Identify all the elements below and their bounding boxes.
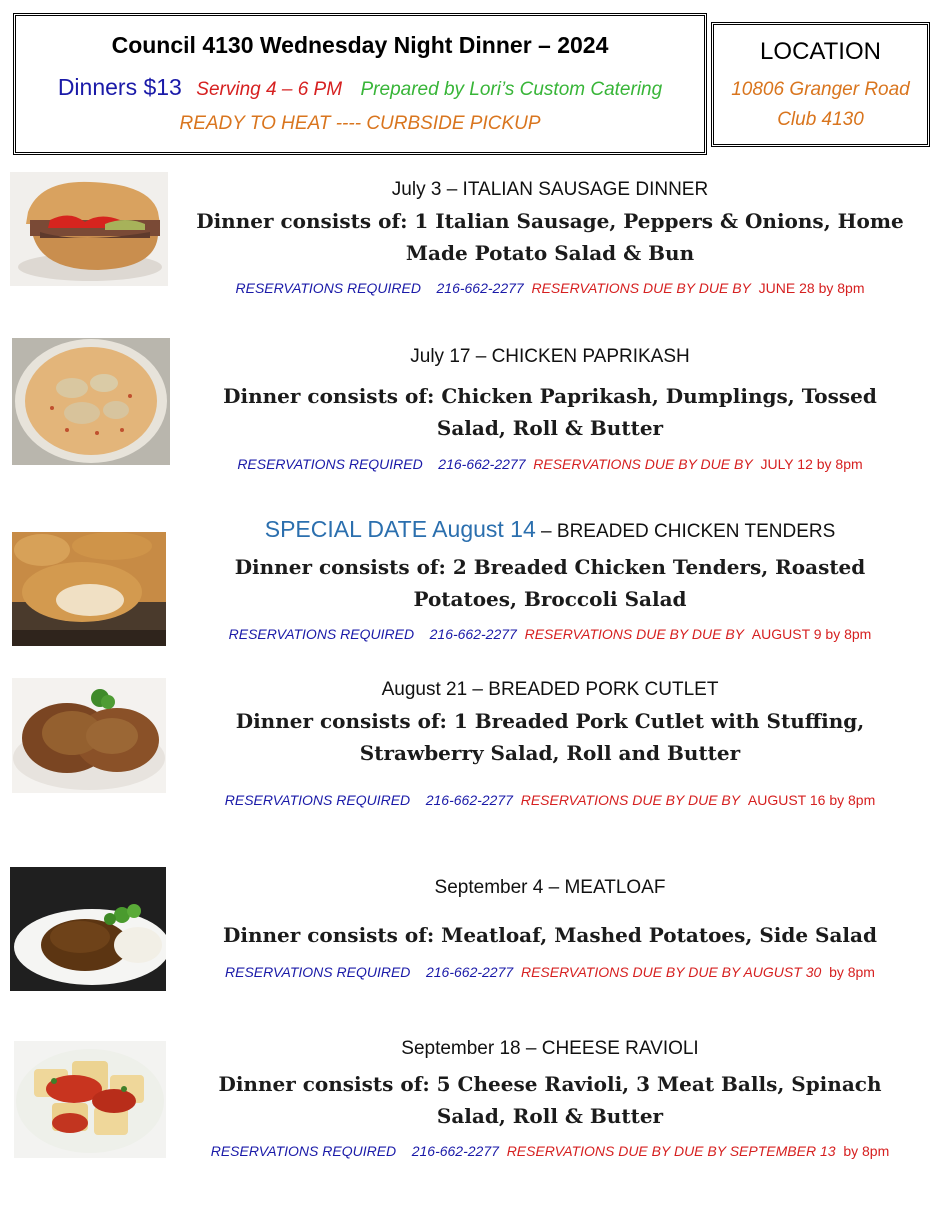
reservation-line: [180, 280, 920, 296]
dinner-entry: [180, 679, 920, 808]
page-title: Council 4130 Wednesday Night Dinner – 2024: [111, 32, 609, 58]
due-date: JULY 12 by 8pm: [760, 456, 863, 472]
dinner-description: Dinner consists of: Chicken Paprikash, Dumplings, Tossed Salad, Roll & Butter: [223, 384, 877, 440]
location-address: 10806 Granger Road: [731, 79, 910, 100]
dinner-title: July 3 – ITALIAN SAUSAGE DINNER: [391, 179, 709, 200]
caterer-text: Prepared by Lori’s Custom Catering: [360, 79, 663, 100]
dinner-title: September 4 – MEATLOAF: [434, 877, 666, 898]
header-box: [13, 13, 707, 155]
reservation-line: [180, 792, 920, 808]
reservation-line: [180, 1143, 920, 1159]
reservation-line: [180, 626, 920, 642]
dinner-description: Dinner consists of: 1 Breaded Pork Cutlet with Stuffing, Strawberry Salad, Roll and Butter: [235, 709, 865, 765]
phone-number: 216-662-2277: [429, 626, 517, 642]
due-date: by 8pm: [829, 964, 875, 980]
dinner-description: Dinner consists of: 5 Cheese Ravioli, 3 Meat Balls, Spinach Salad, Roll & Butter: [218, 1072, 882, 1128]
dinner-description: Dinner consists of: 2 Breaded Chicken Tenders, Roasted Potatoes, Broccoli Salad: [234, 555, 866, 611]
due-label: RESERVATIONS DUE BY DUE BY SEPTEMBER 13: [506, 1143, 836, 1159]
cheese-ravioli-photo: [14, 1041, 166, 1158]
dinner-entry: [180, 1038, 920, 1159]
reservation-line: [180, 964, 920, 980]
due-label: RESERVATIONS DUE BY DUE BY: [520, 792, 741, 808]
dinner-title: – BREADED CHICKEN TENDERS: [535, 521, 836, 542]
due-date: AUGUST 16 by 8pm: [747, 792, 876, 808]
dinner-title: August 21 – BREADED PORK CUTLET: [381, 679, 719, 700]
phone-number: 216-662-2277: [438, 456, 526, 472]
price-text: Dinners $13: [57, 74, 182, 100]
location-title: LOCATION: [760, 38, 881, 65]
phone-number: 216-662-2277: [411, 1143, 499, 1159]
meatloaf-photo: [10, 867, 166, 991]
reservations-required-label: RESERVATIONS REQUIRED: [224, 792, 411, 808]
phone-number: 216-662-2277: [425, 964, 514, 980]
special-date-label: SPECIAL DATE August 14: [264, 516, 536, 542]
phone-number: 216-662-2277: [425, 792, 513, 808]
sausage-sandwich-photo: [10, 172, 168, 286]
pickup-text: READY TO HEAT ---- CURBSIDE PICKUP: [179, 113, 541, 134]
dinner-title: July 17 – CHICKEN PAPRIKASH: [410, 346, 690, 367]
header-info-line: [16, 74, 704, 101]
due-date: JUNE 28 by 8pm: [758, 280, 865, 296]
phone-number: 216-662-2277: [436, 280, 524, 296]
reservations-required-label: RESERVATIONS REQUIRED: [235, 280, 421, 296]
due-label: RESERVATIONS DUE BY DUE BY: [524, 626, 744, 642]
reservation-line: [180, 456, 920, 472]
due-label: RESERVATIONS DUE BY DUE BY: [533, 456, 753, 472]
reservations-required-label: RESERVATIONS REQUIRED: [225, 964, 411, 980]
reservations-required-label: RESERVATIONS REQUIRED: [237, 456, 423, 472]
chicken-paprikash-photo: [12, 338, 170, 465]
dinner-entry: [180, 179, 920, 296]
reservations-required-label: RESERVATIONS REQUIRED: [210, 1143, 397, 1159]
due-date: AUGUST 9 by 8pm: [751, 626, 872, 642]
dinner-title-line: [180, 516, 920, 543]
location-club: Club 4130: [777, 109, 864, 130]
pork-cutlet-photo: [12, 678, 166, 793]
dinner-description: Dinner consists of: Meatloaf, Mashed Potatoes, Side Salad: [223, 923, 877, 947]
location-address-block: [714, 75, 927, 135]
chicken-tenders-photo: [12, 532, 166, 646]
location-box: [711, 22, 930, 147]
dinner-title: September 18 – CHEESE RAVIOLI: [401, 1038, 699, 1059]
due-date: by 8pm: [843, 1143, 890, 1159]
dinner-entry: [180, 346, 920, 472]
due-label: RESERVATIONS DUE BY DUE BY: [531, 280, 751, 296]
dinner-entry: [180, 877, 920, 980]
due-label: RESERVATIONS DUE BY DUE BY AUGUST 30: [520, 964, 822, 980]
reservations-required-label: RESERVATIONS REQUIRED: [228, 626, 415, 642]
dinner-description: Dinner consists of: 1 Italian Sausage, Peppers & Onions, Home Made Potato Salad & Bun: [196, 209, 904, 265]
dinner-entry: [180, 516, 920, 642]
serving-time-text: Serving 4 – 6 PM: [196, 79, 343, 100]
